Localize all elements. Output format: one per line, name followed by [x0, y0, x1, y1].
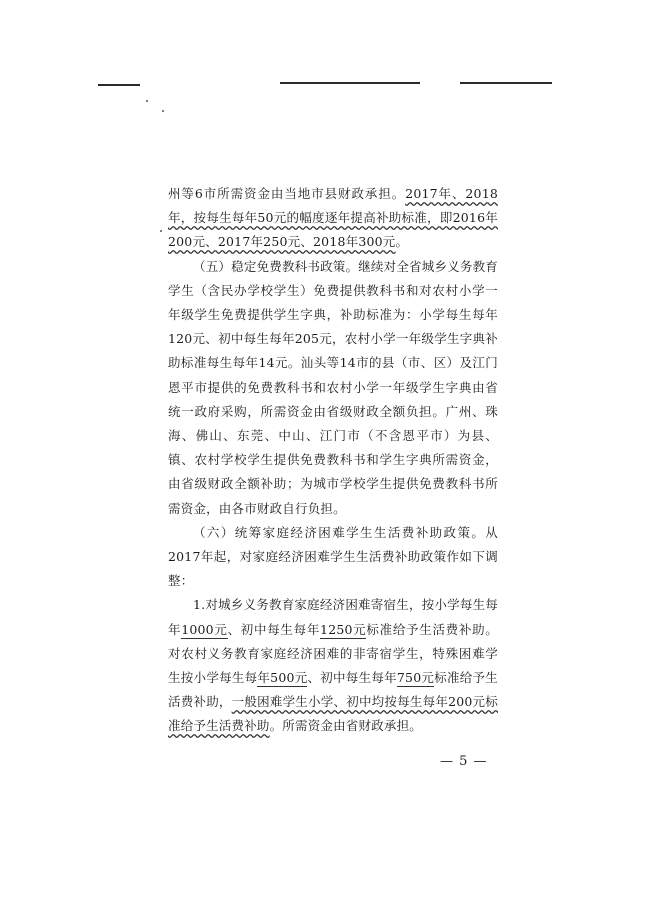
pen-underlined-text: 一般困难学生小学、初中均按每生每年200元标准给予生活费补助	[168, 694, 498, 734]
pen-underlined-text: 750元	[396, 670, 435, 686]
paragraph-funding-continuation	[168, 182, 498, 255]
pen-underlined-text: 2017年、2018年，按每生每年50元的幅度逐年提高补助标准，即2016年200元、2017年250元、2018年300元	[168, 186, 498, 250]
pen-underlined-text: 1000元	[181, 621, 228, 637]
text-run: 州等6市所需资金由当地市县财政承担。	[168, 186, 406, 201]
header-rule-middle	[280, 82, 420, 84]
text-run: 、初中每生每年	[307, 670, 397, 686]
scan-speck	[146, 100, 148, 102]
text-run: 、初中每生每年	[227, 621, 321, 637]
header-rule-right	[460, 82, 552, 84]
pen-underlined-text: 1250元	[320, 621, 367, 637]
text-run: 1.对城乡义务教育家庭经济困难寄宿生，按小学每生每年	[168, 597, 498, 637]
text-run: （五）稳定免费教科书政策。继续对全省城乡义务教育学生（含民办学校学生）免费提供教科书和对农村小学一年级学生免费提供学生字典，补助标准为：小学每生每年120元、初中每生每年205元，农村小学一年级学生字典补助标准每生每年14元。汕头等14市的县（市、区）及江门恩平市提供的免费教科书和农村小学一年级学生字典由省统一政府采购，所需资金由省级财政全额负担。广州、珠海、佛山、东莞、中山、江门市（不含恩平市）为县、镇、农村学校学生提供免费教科书和学生字典所需资金，由省级财政全额补助；为城市学校学生提供免费教科书所需资金，由各市财政自行负担。	[168, 258, 498, 516]
text-run: 。	[395, 234, 409, 250]
header-rule-left	[98, 84, 140, 86]
text-run: 标准给予生活费补助。对农村义务教育家庭经济困难的非寄宿学生，特殊困难学生按小学每生每	[168, 621, 498, 686]
pen-underlined-text: 年500元	[257, 670, 308, 686]
document-page	[168, 182, 498, 739]
paragraph-living-subsidy-standards	[168, 593, 498, 738]
text-run: 。所需资金由省财政承担。	[269, 718, 423, 734]
page-number: — 5 —	[440, 754, 488, 769]
paragraph-free-textbooks	[168, 255, 498, 521]
text-run: （六）统筹家庭经济困难学生生活费补助政策。从2017年起，对家庭经济困难学生生活费补助政策作如下调整：	[168, 524, 498, 589]
text-run: 标准给予生活费补助，	[168, 670, 498, 710]
paragraph-living-subsidy-intro	[168, 521, 498, 594]
scan-speck	[160, 230, 162, 232]
scan-speck	[162, 110, 164, 112]
